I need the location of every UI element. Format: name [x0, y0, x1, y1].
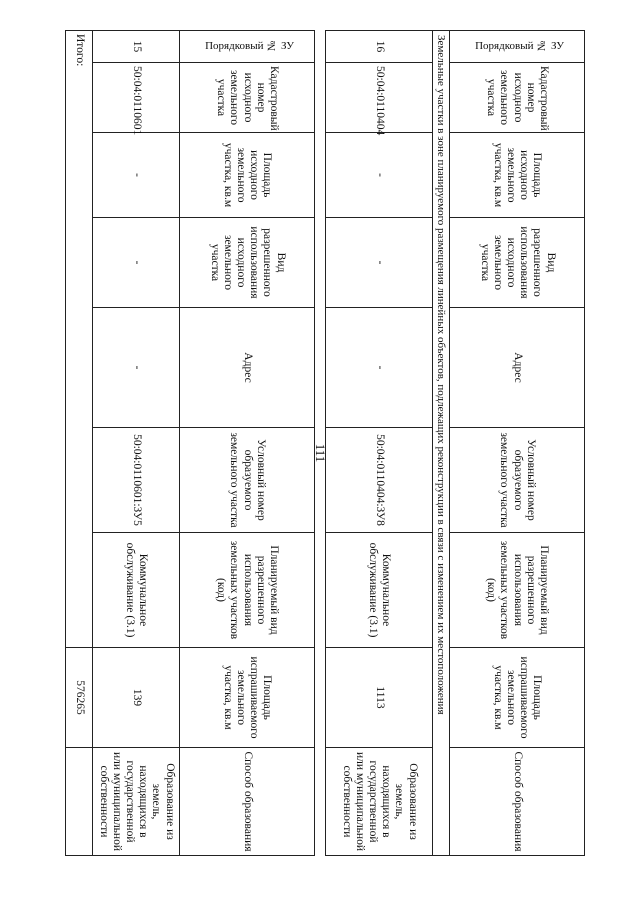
- header-use-source: Вид разрешенного использования исходного земельного участка: [450, 218, 585, 308]
- header-address: Адрес: [450, 308, 585, 428]
- header-planned-use: Планируемый вид разрешенного использования земельных участков (код): [450, 533, 585, 648]
- table-header-row: [180, 31, 315, 856]
- header-area-requested: Площадь испрашиваемого земельного участка, кв.м: [450, 648, 585, 748]
- total-empty: [66, 748, 93, 856]
- cell-address: -: [93, 308, 180, 428]
- cell-cadastral: 50:04:0110404: [326, 63, 433, 133]
- section-note: Земельные участки в зоне планируемого размещения линейных объектов, подлежащих реконструкции в связи с изменением их местоположения: [433, 31, 450, 856]
- cell-conditional-number: 50:04:0110601:ЗУ5: [93, 428, 180, 533]
- header-conditional-number: Условный номер образуемого земельного участка: [180, 428, 315, 533]
- header-use-source: Вид разрешенного использования исходного земельного участка: [180, 218, 315, 308]
- cell-num: 16: [326, 31, 433, 63]
- section-note-row: [433, 31, 450, 856]
- cell-num: 15: [93, 31, 180, 63]
- table-row: [326, 31, 433, 856]
- cell-method: Образование из земель, находящихся в государственной или муниципальной собственности: [326, 748, 433, 856]
- header-num: Порядковый № ЗУ: [180, 31, 315, 63]
- table-row: [93, 31, 180, 856]
- table-2: [325, 30, 585, 855]
- header-method: Способ образования: [450, 748, 585, 856]
- header-cadastral: Кадастровый номер исходного земельного участка: [180, 63, 315, 133]
- cell-planned-use: Коммунальное обслуживание (3.1): [93, 533, 180, 648]
- header-conditional-number: Условный номер образуемого земельного участка: [450, 428, 585, 533]
- total-row: [66, 31, 93, 856]
- header-num: Порядковый № ЗУ: [450, 31, 585, 63]
- cell-method: Образование из земель, находящихся в государственной или муниципальной собственности: [93, 748, 180, 856]
- cell-planned-use: Коммунальное обслуживание (3.1): [326, 533, 433, 648]
- cell-area-source: -: [326, 133, 433, 218]
- cell-use-source: -: [93, 218, 180, 308]
- header-area-requested: Площадь испрашиваемого земельного участка, кв.м: [180, 648, 315, 748]
- header-address: Адрес: [180, 308, 315, 428]
- header-area-source: Площадь исходного земельного участка, кв.м: [180, 133, 315, 218]
- page-number: 111: [313, 443, 328, 463]
- cell-area-source: -: [93, 133, 180, 218]
- header-method: Способ образования: [180, 748, 315, 856]
- cell-use-source: -: [326, 218, 433, 308]
- cell-area-requested: 139: [93, 648, 180, 748]
- total-value: 576265: [66, 648, 93, 748]
- total-label: Итого:: [66, 31, 93, 648]
- table-1: [65, 30, 315, 855]
- header-area-source: Площадь исходного земельного участка, кв.м: [450, 133, 585, 218]
- cell-cadastral: 50:04:0110601: [93, 63, 180, 133]
- cell-area-requested: 1113: [326, 648, 433, 748]
- header-planned-use: Планируемый вид разрешенного использования земельных участков (код): [180, 533, 315, 648]
- cell-address: -: [326, 308, 433, 428]
- header-cadastral: Кадастровый номер исходного земельного участка: [450, 63, 585, 133]
- cell-conditional-number: 50:04:0110404:ЗУ8: [326, 428, 433, 533]
- table-header-row: [450, 31, 585, 856]
